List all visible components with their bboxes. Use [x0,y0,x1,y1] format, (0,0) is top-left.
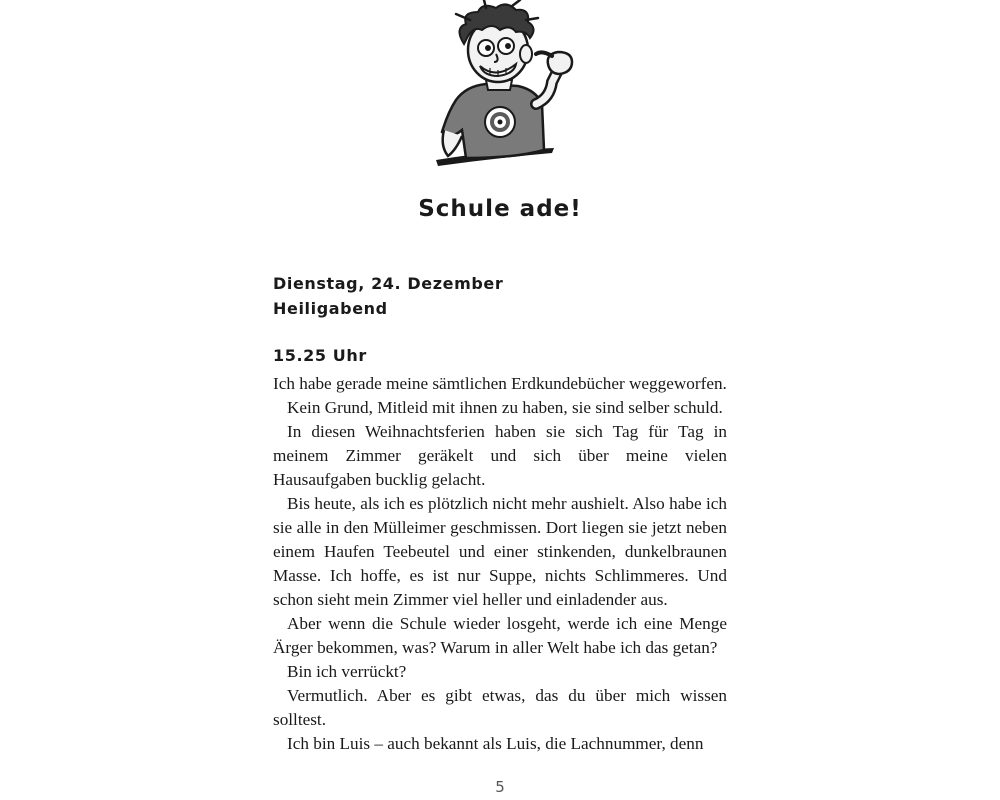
entry-time: 15.25 Uhr [273,346,367,365]
paragraph: Ich habe gerade meine sämtlichen Erdkundebücher weggeworfen. [273,374,727,393]
page-number: 5 [495,778,505,796]
paragraph: Vermutlich. Aber es gibt etwas, das du über mich wissen solltest. [273,686,727,729]
body-text [273,372,727,756]
boy-thumbs-up-illustration [426,0,576,178]
chapter-title: Schule ade! [418,196,582,222]
paragraph: In diesen Weihnachtsferien haben sie sich Tag für Tag in meinem Zimmer geräkelt und sich über meine vielen Hausaufgaben bucklig gelacht. [273,422,727,489]
entry-date: Dienstag, 24. Dezember [273,274,504,293]
paragraph: Bin ich verrückt? [287,662,407,681]
paragraph: Aber wenn die Schule wieder losgeht, werde ich eine Menge Ärger bekommen, was? Warum in aller Welt habe ich das getan? [273,614,727,657]
paragraph: Bis heute, als ich es plötzlich nicht mehr aushielt. Also habe ich sie alle in den Mülleimer geschmissen. Dort liegen sie jetzt neben einem Haufen Teebeutel und einer stinkenden, dunkelbraunen Masse. Ich hoffe, es ist nur Suppe, nichts Schlimmeres. Und schon sieht mein Zimmer viel heller und einladender aus. [273,494,727,609]
paragraph: Kein Grund, Mitleid mit ihnen zu haben, sie sind selber schuld. [287,398,723,417]
entry-holiday: Heiligabend [273,299,388,318]
paragraph: Ich bin Luis – auch bekannt als Luis, die Lachnummer, denn [287,734,704,753]
